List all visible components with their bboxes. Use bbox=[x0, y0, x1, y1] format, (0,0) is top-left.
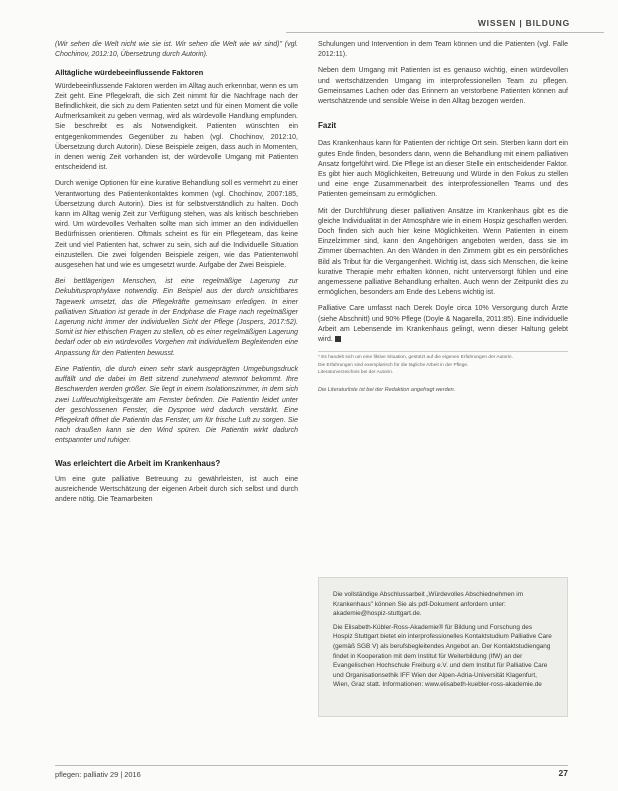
footnote: * Es handelt sich um eine fiktive Situation, gestützt auf die eigenen Erfahrungen der Autorin. bbox=[318, 355, 513, 361]
paragraph: Durch wenige Optionen für eine kurative Behandlung soll es vermehrt zu einer Verantwortung des Patientenkontaktes kommen (vgl. Chochinov, 2007:185, Übersetzung durch Autorin). Dies ist für selbstverständlich zu halten. Doch kann im Alltag wenig Zeit zur Verfügung stehen, was als kritisch beschrieben wird. Um würdevolles Verhalten sollte man sich immer an den individuellen Bedürfnissen orientieren. Oftmals scheint es für ein Pflegeteam, das keine Zeit und viel Patienten hat, schwer zu sein, sich auf die Individuelle Situation einzustellen. Die zwei folgenden Beispiele zeigen, wie das Patientenwohl ausgesehen hat und wie es umgesetzt wurde. Aufgabe der Zwei Beispiele. bbox=[55, 180, 298, 270]
info-box bbox=[318, 577, 568, 717]
right-column bbox=[318, 40, 568, 395]
footer-divider bbox=[55, 765, 568, 766]
heading-factors: Alltägliche würdebeeinflussende Faktoren bbox=[55, 68, 204, 78]
literature-note: Die Literaturliste ist bei der Redaktion angefragt werden. bbox=[318, 386, 456, 393]
example-quote-positioning: Bei bettlägerigen Menschen, ist eine regelmäßige Lagerung zur Dekubitusprophylaxe notwendig. Ein Beispiel aus der durch unsichtbares Tagewerk umsetzt, das die Pflegekräfte gemeinsam erledigen. In einer palliativen Situation ist gerade in der Endphase die Frage nach regelmäßiger Lagerung nicht immer der individuellen Sicht der Pflege (Jospers, 2017:52). Somit ist hier ethischen Fragen zu stellen, ob es einer regelmäßigen Lagerung bedarf oder ob ein würdevolles Vorgehen mit individuellem Begleitenden eine Anpassung für den Patienten bewusst. bbox=[55, 278, 298, 357]
intro-quote: (Wir sehen die Welt nicht wie sie ist. Wir sehen die Welt wie wir sind)" (vgl. Chochinov, 2012:10, Übersetzung durch Autorin). bbox=[55, 41, 298, 59]
publication-name: pflegen: palliativ 29 | 2016 bbox=[55, 770, 141, 779]
footnote: Die Erfahrungen sind exemplarisch für die tägliche Arbeit in der Pflege. bbox=[318, 362, 469, 368]
paragraph-final bbox=[318, 304, 568, 345]
example-quote-window: Eine Patientin, die durch einen sehr stark ausgeprägten Umgebungsdruck auffällt und die dabei im Bett sitzend zunehmend atemnot bekommt. Ihre Beschwerden werden größer. Sie liegt in einem Isolationszimmer, in dem sich zwei Luftfeuchtigkeitsgeräte am Fenster befinden. Die Patientin leidet unter der geschlossenen Fenster, die Dyspnoe wird dadurch verstärkt. Eine Pflegekraft öffnet die Patientin das Fenster, um für frische Luft zu sorgen. Sie nach draußen kann sie den Wind spüren. Die Patientin wirkt dadurch entspannter und ruhiger. bbox=[55, 365, 298, 445]
info-paragraph: Die vollständige Abschlussarbeit „Würdevolles Abschiednehmen im Krankenhaus" können Sie als pdf-Dokument anfordern unter: akademie@hospiz-stuttgart.de. bbox=[333, 591, 524, 618]
page-number: 27 bbox=[558, 768, 568, 778]
header-divider bbox=[286, 32, 604, 33]
paragraph: Würdebeeinflussende Faktoren werden im Alltag auch erkennbar, wenn es um Zeit geht. Eine Pflegekraft, die sich Zeit nimmt für die Nachfrage nach der Befindlichkeit, die sich zu dem Patienten setzt und für einen Moment die volle Aufmerksamkeit zu geben vermag, wird als würdevolle Handlung empfunden. Sie beschreibt es als Notwendigkeit. Patienten wünschten ein entgegenkommendes Gegenüber zu haben (vgl. Chochinov, 2012:10, Übersetzung durch Autorin). Diese Beispiele zeigen, dass auch in Momenten, in denen wenig Zeit vorhanden ist, der würdevolle Umgang mit Patienten entscheidend ist. bbox=[55, 82, 298, 172]
end-of-article-mark bbox=[335, 336, 341, 342]
left-column bbox=[55, 40, 298, 511]
paragraph: Schulungen und Intervention in dem Team können und die Patienten (vgl. Falle 2012:11). bbox=[318, 41, 568, 59]
paragraph: Mit der Durchführung dieser palliativen Ansätze im Krankenhaus gibt es die gleiche Individualität in der Atmosphäre wie in einem Hospiz geschaffen werden. Doch finden sich auch hier keine Möglichkeiten. Wenn Patienten in einem Einzelzimmer sind, kann den Angehörigen angeboten werden, dass sie im Zimmer übernachten. An den Wänden in den Zimmern gibt es ein persönliches Bild als Tribut für die Vergangenheit. Wichtig ist, dass sich Menschen, die keine kurative Therapie mehr erhalten können, nicht unterversorgt fühlen und eine angemessene palliative Behandlung erhalten. Auch wenn der Zeitpunkt dies zu ermöglichen, besonders am Ende des Lebens wichtig ist. bbox=[318, 207, 568, 297]
info-paragraph: Die Elisabeth-Kübler-Ross-Akademie® für Bildung und Forschung des Hospiz Stuttgart bietet ein interprofessionelles Kontaktstudium Palliative Care (gemäß SGB V) als berufsbegleitendes Angebot an. Der Kontaktstudiengang findet in Kooperation mit dem Institut für Weiterbildung (IfW) an der Evangelischen Hochschule Freiburg e.V. und dem Institut für Palliative Care und Organisationsethik IFF Wien der Alpen-Adria-Universität Klagenfurt, Wien, Graz statt. Informationen: www.elisabeth-kuebler-ross-akademie.de bbox=[333, 623, 552, 689]
heading-hospital-work: Was erleichtert die Arbeit im Krankenhaus? bbox=[55, 458, 221, 468]
paragraph: Das Krankenhaus kann für Patienten der richtige Ort sein. Sterben kann dort ein gutes Ende finden, besonders dann, wenn die Behandlung mit einem palliativen Ansatz fortgeführt wird. Die Pflege ist an dieser Stelle ein entscheidender Faktor. Es gibt hier auch Möglichkeiten, Betreuung und Würde in den Fokus zu stellen und eine enge Zusammenarbeit des interprofessionellen Teams und des Patienten gemeinsam zu ermöglichen. bbox=[318, 140, 568, 199]
paragraph-text: Palliative Care umfasst nach Derek Doyle circa 10% Versorgung durch Ärzte (siehe Abschnitt) und 90% Pflege (Doyle & Nagarella, 2011:85). Eine individuelle Arbeit am Lebensende im Krankenhaus gelingt, wenn dieser Haltung gelebt wird. bbox=[318, 305, 568, 344]
footnote: Literaturverzeichnis bei der Autorin. bbox=[318, 370, 394, 376]
paragraph: Um eine gute palliative Betreuung zu gewährleisten, ist auch eine ausreichende Wertschätzung der eigenen Arbeit durch sich selbst und durch andere nötig. Die Teamarbeiten bbox=[55, 475, 298, 504]
section-header: WISSEN | BILDUNG bbox=[477, 18, 570, 28]
paragraph: Neben dem Umgang mit Patienten ist es genauso wichtig, einen würdevollen und wertschätzenden Umgang im interprofessionellen Team zu pflegen. Gemeinsames Lachen oder das Erinnern an verstorbene Patienten können auf wertschätzende und sensible Weise in den Alltag bezogen werden. bbox=[318, 67, 568, 106]
heading-conclusion: Fazit bbox=[318, 121, 337, 131]
footnotes bbox=[318, 351, 568, 376]
